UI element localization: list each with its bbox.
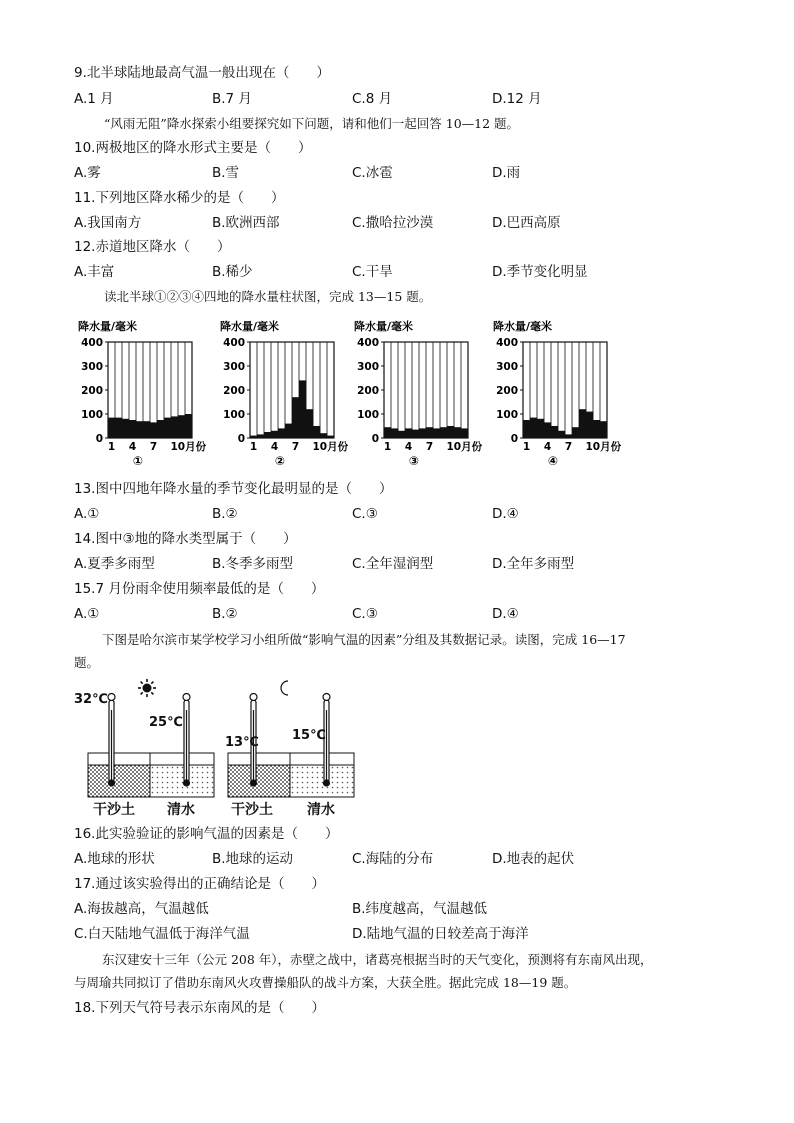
- q10-options: [74, 164, 724, 182]
- q11-options: [74, 214, 724, 232]
- thermometer-icon: [108, 694, 115, 787]
- q11-option-b[interactable]: B.欧洲西部: [212, 215, 280, 231]
- x-tick-label: 10月份: [585, 441, 622, 453]
- q13-option-d[interactable]: D.④: [492, 506, 519, 522]
- bar: [461, 428, 468, 438]
- q13-option-c[interactable]: C.③: [352, 506, 378, 522]
- x-tick-label: 7: [425, 441, 434, 453]
- night-sand-temp: 13℃: [225, 735, 259, 750]
- y-tick-label: 300: [496, 361, 518, 373]
- x-tick-label: 4: [270, 441, 279, 453]
- y-tick-label: 400: [81, 337, 103, 349]
- y-tick-label: 300: [81, 361, 103, 373]
- q12-option-c[interactable]: C.干旱: [352, 264, 393, 280]
- q14-options: [74, 555, 724, 573]
- y-tick-label: 0: [371, 433, 379, 445]
- bar: [579, 409, 586, 438]
- night-water-label: 清水: [307, 802, 335, 818]
- x-tick-label: 10月份: [446, 441, 483, 453]
- q16-option-c[interactable]: C.海陆的分布: [352, 851, 434, 867]
- q12-option-d[interactable]: D.季节变化明显: [492, 264, 588, 280]
- bar: [299, 380, 306, 438]
- q16-option-a[interactable]: A.地球的形状: [74, 851, 155, 867]
- intro-18-19-line2: 与周瑜共同拟订了借助东南风火攻曹操船队的战斗方案，大获全胜。据此完成 18—19 题。: [74, 975, 577, 990]
- bar: [115, 418, 122, 438]
- q11-option-c[interactable]: C.撒哈拉沙漠: [352, 215, 434, 231]
- y-tick-label: 200: [223, 385, 245, 397]
- bar: [278, 428, 285, 438]
- x-tick-label: 1: [249, 441, 258, 453]
- bar: [572, 427, 579, 438]
- q13-option-b[interactable]: B.②: [212, 506, 238, 522]
- bar: [565, 434, 572, 438]
- bar: [384, 427, 391, 438]
- x-tick-label: 1: [107, 441, 116, 453]
- day-sand-temp: 32℃: [74, 692, 108, 707]
- q11-option-d[interactable]: D.巴西高原: [492, 215, 561, 231]
- y-tick-label: 100: [357, 409, 379, 421]
- q12-option-a[interactable]: A.丰富: [74, 264, 115, 280]
- bar: [306, 409, 313, 438]
- day-water-temp: 25℃: [149, 715, 183, 730]
- bar: [157, 420, 164, 438]
- q17-option-d[interactable]: D.陆地气温的日较差高于海洋: [352, 926, 529, 942]
- q14-option-c[interactable]: C.全年湿润型: [352, 556, 434, 572]
- y-tick-label: 0: [95, 433, 103, 445]
- q14-option-a[interactable]: A.夏季多雨型: [74, 556, 155, 572]
- q15-options: [74, 605, 724, 623]
- q16-option-b[interactable]: B.地球的运动: [212, 851, 294, 867]
- y-tick-label: 100: [223, 409, 245, 421]
- y-tick-label: 400: [357, 337, 379, 349]
- q16-options: [74, 850, 724, 868]
- bar: [391, 428, 398, 438]
- q10-option-d[interactable]: D.雨: [492, 165, 521, 181]
- q17-option-a[interactable]: A.海拔越高，气温越低: [74, 901, 209, 917]
- bar: [313, 426, 320, 438]
- bar: [558, 431, 565, 438]
- q17-option-c[interactable]: C.白天陆地气温低于海洋气温: [74, 926, 250, 942]
- day-sand-label: 干沙土: [93, 802, 135, 818]
- q9-option-d[interactable]: D.12 月: [492, 91, 542, 107]
- thermometer-icon: [183, 694, 190, 787]
- x-tick-label: 1: [522, 441, 531, 453]
- q16-stem: 16.此实验验证的影响气温的因素是（ ）: [74, 826, 339, 842]
- y-tick-label: 0: [237, 433, 245, 445]
- x-tick-label: 1: [383, 441, 392, 453]
- x-tick-label: 7: [149, 441, 158, 453]
- y-tick-label: 100: [496, 409, 518, 421]
- bar: [586, 412, 593, 438]
- intro-18-19-line1: 东汉建安十三年（公元 208 年），赤壁之战中，诸葛亮根据当时的天气变化，预测将有东南风出现，: [102, 952, 653, 967]
- q14-stem: 14.图中③地的降水类型属于（ ）: [74, 531, 297, 547]
- chart-caption: ③: [408, 454, 420, 468]
- chart-1: [78, 319, 207, 468]
- q12-option-b[interactable]: B.稀少: [212, 264, 253, 280]
- night-sand-label: 干沙土: [231, 802, 273, 818]
- intro-13-15: 读北半球①②③④四地的降水量柱状图，完成 13—15 题。: [104, 289, 432, 304]
- x-tick-label: 10月份: [312, 441, 349, 453]
- q13-option-a[interactable]: A.①: [74, 506, 100, 522]
- q10-option-a[interactable]: A.雾: [74, 165, 101, 181]
- bar: [398, 431, 405, 438]
- y-axis-label: 降水量/毫米: [493, 320, 553, 333]
- q13-options: [74, 505, 724, 523]
- q16-option-d[interactable]: D.地表的起伏: [492, 851, 575, 867]
- bar: [250, 436, 257, 438]
- intro-16-17-line1: 下图是哈尔滨市某学校学习小组所做“影响气温的因素”分组及其数据记录。读图，完成 16—17: [102, 632, 626, 647]
- bar: [523, 420, 530, 438]
- q17-options-row1: [74, 900, 724, 918]
- chart-3: [354, 319, 483, 468]
- bar: [285, 424, 292, 438]
- q9-stem: 9.北半球陆地最高气温一般出现在（ ）: [74, 65, 330, 81]
- bar: [530, 418, 537, 438]
- night-container: [228, 753, 354, 797]
- bar: [178, 415, 185, 438]
- bar: [433, 428, 440, 438]
- x-tick-label: 7: [291, 441, 300, 453]
- bar: [271, 431, 278, 438]
- q15-option-c[interactable]: C.③: [352, 606, 378, 622]
- bar: [412, 430, 419, 438]
- q17-options-row2: [74, 925, 724, 943]
- bar: [171, 416, 178, 438]
- q12-stem: 12.赤道地区降水（ ）: [74, 239, 231, 255]
- bar: [327, 436, 334, 438]
- q15-option-b[interactable]: B.②: [212, 606, 238, 622]
- x-tick-label: 10月份: [170, 441, 207, 453]
- y-tick-label: 200: [496, 385, 518, 397]
- q17-stem: 17.通过该实验得出的正确结论是（ ）: [74, 876, 325, 892]
- bar: [419, 428, 426, 438]
- x-tick-label: 4: [543, 441, 552, 453]
- y-tick-label: 300: [357, 361, 379, 373]
- chart-caption: ④: [547, 454, 559, 468]
- q15-stem: 15.7 月份雨伞使用频率最低的是（ ）: [74, 581, 325, 597]
- bar: [454, 427, 461, 438]
- day-water-label: 清水: [167, 802, 195, 818]
- q9-option-b[interactable]: B.7 月: [212, 91, 252, 107]
- q14-option-b[interactable]: B.冬季多雨型: [212, 556, 294, 572]
- bar: [136, 421, 143, 438]
- q11-option-a[interactable]: A.我国南方: [74, 215, 142, 231]
- bar: [108, 418, 115, 438]
- bar: [440, 427, 447, 438]
- bar: [129, 420, 136, 438]
- q10-option-c[interactable]: C.冰雹: [352, 165, 393, 181]
- q15-option-d[interactable]: D.④: [492, 606, 519, 622]
- q11-stem: 11.下列地区降水稀少的是（ ）: [74, 190, 285, 206]
- q18-stem: 18.下列天气符号表示东南风的是（ ）: [74, 1000, 325, 1016]
- bar: [405, 428, 412, 438]
- bar: [164, 418, 171, 438]
- y-tick-label: 300: [223, 361, 245, 373]
- chart-2: [220, 319, 349, 468]
- q14-option-d[interactable]: D.全年多雨型: [492, 556, 575, 572]
- bar: [185, 414, 192, 438]
- sun-icon: [138, 679, 156, 697]
- q10-stem: 10.两极地区的降水形式主要是（ ）: [74, 140, 312, 156]
- bar: [122, 419, 129, 438]
- chart-4: [493, 319, 622, 468]
- bar: [426, 427, 433, 438]
- bar: [600, 421, 607, 438]
- y-tick-label: 400: [496, 337, 518, 349]
- precipitation-charts: [0, 310, 794, 470]
- x-tick-label: 4: [128, 441, 137, 453]
- x-tick-label: 7: [564, 441, 573, 453]
- day-container: [88, 753, 214, 797]
- y-tick-label: 400: [223, 337, 245, 349]
- q9-option-c[interactable]: C.8 月: [352, 91, 393, 107]
- intro-16-17-line2: 题。: [74, 655, 100, 670]
- bar: [544, 422, 551, 438]
- night-water-temp: 15℃: [292, 728, 326, 743]
- bar: [551, 426, 558, 438]
- y-axis-label: 降水量/毫米: [78, 320, 138, 333]
- q10-option-b[interactable]: B.雪: [212, 165, 240, 181]
- q15-option-a[interactable]: A.①: [74, 606, 100, 622]
- bar: [257, 434, 264, 438]
- q13-stem: 13.图中四地年降水量的季节变化最明显的是（ ）: [74, 481, 393, 497]
- bar: [537, 419, 544, 438]
- y-tick-label: 100: [81, 409, 103, 421]
- bar: [150, 422, 157, 438]
- chart-caption: ①: [132, 454, 144, 468]
- bar: [143, 421, 150, 438]
- bar: [264, 432, 271, 438]
- intro-10-12: “风雨无阻”降水探索小组要探究如下问题，请和他们一起回答 10—12 题。: [104, 116, 520, 131]
- x-tick-label: 4: [404, 441, 413, 453]
- experiment-figure: [60, 675, 370, 825]
- q12-options: [74, 263, 724, 281]
- q17-option-b[interactable]: B.纬度越高，气温越低: [352, 901, 488, 917]
- bar: [320, 433, 327, 438]
- q9-option-a[interactable]: A.1 月: [74, 91, 114, 107]
- chart-caption: ②: [274, 454, 286, 468]
- y-tick-label: 0: [510, 433, 518, 445]
- bar: [292, 397, 299, 438]
- y-tick-label: 200: [357, 385, 379, 397]
- bar: [593, 420, 600, 438]
- y-axis-label: 降水量/毫米: [354, 320, 414, 333]
- y-axis-label: 降水量/毫米: [220, 320, 280, 333]
- bar: [447, 426, 454, 438]
- y-tick-label: 200: [81, 385, 103, 397]
- moon-icon: [281, 681, 288, 695]
- q9-options: [74, 90, 724, 108]
